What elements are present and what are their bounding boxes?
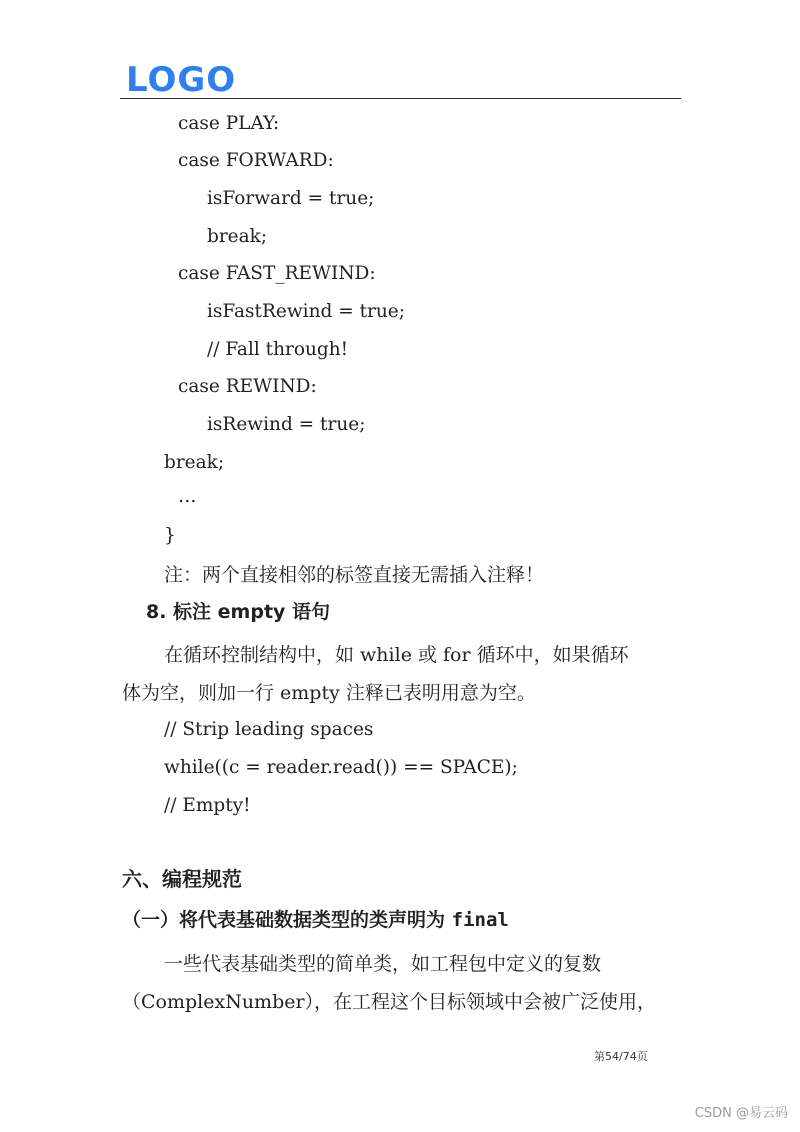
subsection-heading-keyword: final [451, 909, 509, 931]
note-text: 注：两个直接相邻的标签直接无需插入注释！ [164, 564, 545, 586]
code-line: case PLAY: [178, 113, 280, 134]
code-line: case FAST_REWIND: [178, 263, 376, 284]
paragraph-line: 一些代表基础类型的简单类，如工程包中定义的复数 [164, 953, 602, 975]
chapter-heading: 六、编程规范 [122, 867, 242, 891]
watermark: CSDN @易云码 [694, 1106, 788, 1121]
header-divider [120, 98, 681, 99]
code-line: isRewind = true; [207, 414, 366, 435]
paragraph-line: 体为空，则加一行 empty 注释已表明用意为空。 [122, 682, 536, 704]
code-line: while((c = reader.read()) == SPACE); [164, 757, 518, 778]
section-heading: 8. 标注 empty 语句 [146, 601, 331, 623]
page-number: 第54/74页 [594, 1050, 648, 1063]
code-line: break; [207, 226, 268, 247]
code-line: // Empty! [164, 795, 251, 816]
logo: LOGO [126, 60, 237, 100]
code-line: isFastRewind = true; [207, 301, 405, 322]
subsection-heading [122, 908, 509, 932]
paragraph-line: 在循环控制结构中，如 while 或 for 循环中，如果循环 [164, 644, 629, 666]
code-line: // Strip leading spaces [164, 719, 374, 740]
paragraph-line: （ComplexNumber），在工程这个目标领域中会被广泛使用， [122, 991, 657, 1013]
code-line: } [164, 525, 176, 546]
code-line: case FORWARD: [178, 150, 334, 171]
code-line: … [178, 486, 197, 507]
code-line: isForward = true; [207, 188, 375, 209]
subsection-heading-text: （一）将代表基础数据类型的类声明为 [122, 909, 452, 931]
code-line: // Fall through! [207, 339, 349, 360]
code-line: break; [164, 452, 225, 473]
code-line: case REWIND: [178, 376, 317, 397]
